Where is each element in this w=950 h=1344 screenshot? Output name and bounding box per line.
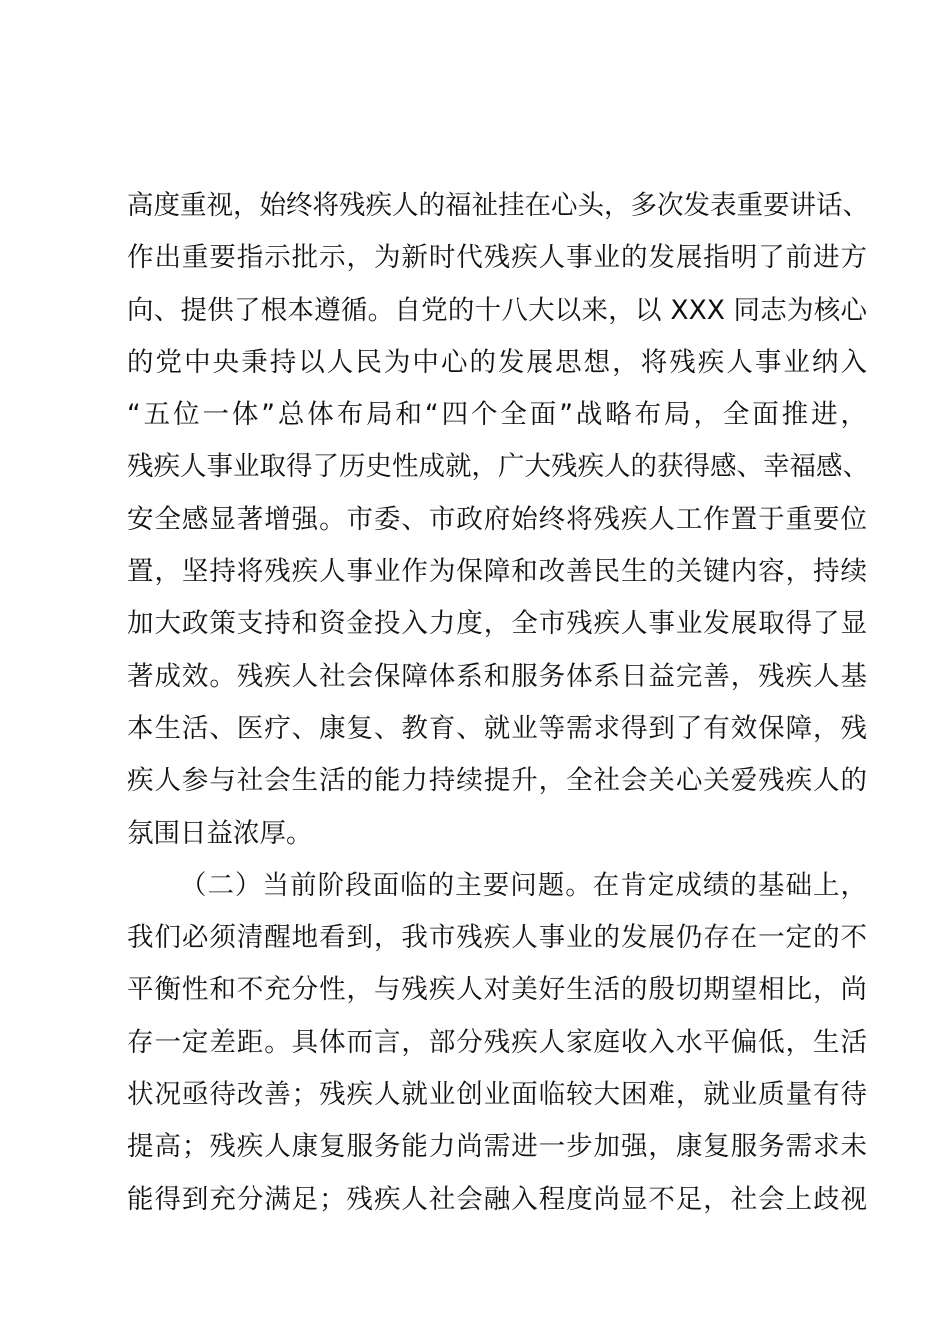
text-line: 提高；残疾人康复服务能力尚需进一步加强，康复服务需求未 — [127, 1131, 867, 1163]
text-line: 加大政策支持和资金投入力度，全市残疾人事业发展取得了显 — [127, 608, 867, 640]
text-line: 著成效。残疾人社会保障体系和服务体系日益完善，残疾人基 — [127, 660, 867, 692]
text-line: 向、提供了根本遵循。自党的十八大以来，以 XXX 同志为核心 — [127, 294, 867, 326]
section-heading-line: （二）当前阶段面临的主要问题。在肯定成绩的基础上， — [180, 869, 867, 901]
text-line: 残疾人事业取得了历史性成就，广大残疾人的获得感、幸福感、 — [127, 451, 869, 483]
text-line: 疾人参与社会生活的能力持续提升，全社会关心关爱残疾人的 — [127, 765, 867, 797]
text-line: 置，坚持将残疾人事业作为保障和改善民生的关键内容，持续 — [127, 556, 867, 588]
text-line: 高度重视，始终将残疾人的福祉挂在心头，多次发表重要讲话、 — [127, 190, 869, 221]
text-line-paragraph-end: 氛围日益浓厚。 — [127, 817, 313, 849]
text-line: 本生活、医疗、康复、教育、就业等需求得到了有效保障，残 — [127, 712, 867, 744]
text-line: 的党中央秉持以人民为中心的发展思想，将残疾人事业纳入 — [127, 346, 867, 378]
text-line: 我们必须清醒地看到，我市残疾人事业的发展仍存在一定的不 — [127, 922, 867, 954]
text-line: 能得到充分满足；残疾人社会融入程度尚显不足，社会上歧视 — [127, 1183, 867, 1215]
text-line: 状况亟待改善；残疾人就业创业面临较大困难，就业质量有待 — [127, 1079, 867, 1111]
text-line: 作出重要指示批示，为新时代残疾人事业的发展指明了前进方 — [127, 242, 867, 274]
body-text — [127, 180, 867, 1226]
text-line: “五位一体”总体布局和“四个全面”战略布局，全面推进， — [127, 399, 867, 431]
text-line: 平衡性和不充分性，与残疾人对美好生活的殷切期望相比，尚 — [127, 974, 867, 1006]
text-line: 安全感显著增强。市委、市政府始终将残疾人工作置于重要位 — [127, 503, 867, 535]
text-line: 存一定差距。具体而言，部分残疾人家庭收入水平偏低，生活 — [127, 1026, 867, 1058]
